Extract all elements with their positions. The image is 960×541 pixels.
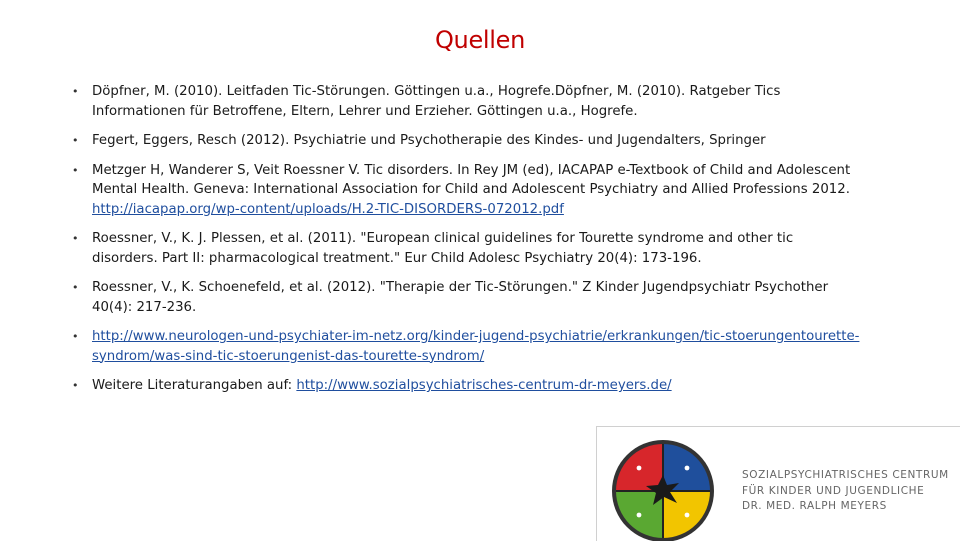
logo-dot: [685, 466, 690, 471]
puzzle-logo-icon: [601, 431, 735, 541]
reference-item: [72, 82, 862, 121]
reference-link-iacapap[interactable]: http://iacapap.org/wp-content/uploads/H.2-TIC-DISORDERS-072012.pdf: [92, 201, 564, 217]
reference-item: [72, 278, 862, 317]
reference-text: Metzger H, Wanderer S, Veit Roessner V. Tic disorders. In Rey JM (ed), IACAPAP e-Textbook of Child and Adolescent Mental Health. Geneva: International Association for Child and Adolescent Psychiatry and Allied Professions 2012.: [92, 162, 851, 197]
reference-text: Weitere Literaturangaben auf:: [92, 378, 297, 393]
logo-panel: [596, 426, 960, 541]
reference-item: [72, 376, 862, 396]
logo-line-2: FÜR KINDER UND JUGENDLICHE: [742, 484, 925, 497]
reference-text: Roessner, V., K. Schoenefeld, et al. (2012). "Therapie der Tic-Störungen." Z Kinder Jugendpsychiatr Psychother 40(4): 217-236.: [92, 280, 829, 315]
page-title: Quellen: [434, 26, 526, 54]
logo-dot: [637, 513, 642, 518]
reference-item: [72, 229, 862, 268]
reference-text: Döpfner, M. (2010). Leitfaden Tic-Störungen. Göttingen u.a., Hogrefe.Döpfner, M. (2010). Ratgeber Tics Informationen für Betroffene, Eltern, Lehrer und Erzieher. Göttingen u.a., Hogrefe.: [92, 84, 781, 119]
reference-list: [72, 82, 862, 406]
reference-item: [72, 327, 862, 366]
logo-line-3: DR. MED. RALPH MEYERS: [742, 500, 887, 512]
logo-text: [742, 468, 949, 515]
reference-item: [72, 131, 862, 151]
logo-dot: [637, 466, 642, 471]
reference-link-neurologen[interactable]: http://www.neurologen-und-psychiater-im-netz.org/kinder-jugend-psychiatrie/erkrankungen/tic-stoerungentourette-syndrom/was-sind-tic-stoerungenist-das-tourette-syndrom/: [92, 329, 860, 364]
reference-text: Fegert, Eggers, Resch (2012). Psychiatrie und Psychotherapie des Kindes- und Jugendalters, Springer: [92, 133, 766, 148]
reference-link-meyers[interactable]: http://www.sozialpsychiatrisches-centrum-dr-meyers.de/: [296, 378, 672, 393]
logo-dot: [685, 513, 690, 518]
reference-text: Roessner, V., K. J. Plessen, et al. (2011). "European clinical guidelines for Tourette syndrome and other tic disorders. Part II: pharmacological treatment." Eur Child Adolesc Psychiatry 20(4): 173-196.: [92, 231, 794, 266]
logo-line-1: SOZIALPSYCHIATRISCHES CENTRUM: [742, 469, 949, 481]
reference-item: [72, 161, 862, 220]
